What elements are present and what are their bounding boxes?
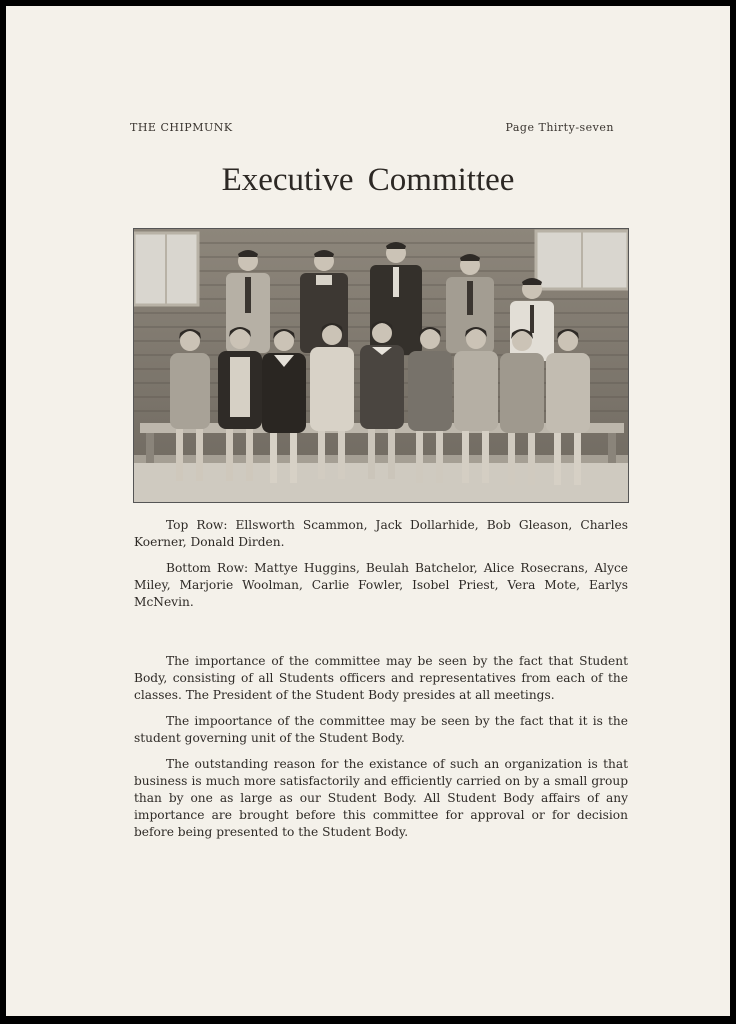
body-paragraph: The outstanding reason for the existance of such an organization is that business is much more satisfactorily and efficiently carried on by a small group than by one as large as our Student Body. All Student Body affairs of any importance are brought before this committee for approval or for decision before being presented to the Student Body.: [134, 757, 628, 839]
running-head: [130, 121, 614, 134]
body-text: [134, 653, 628, 850]
body-paragraph: The importance of the committee may be seen by the fact that Student Body, consisting of all Students officers and representatives from each of the classes. The President of the Student Body presides at all meetings.: [134, 654, 628, 702]
page-title: Executive Committee: [221, 162, 515, 198]
caption-bottom-row: Bottom Row: Mattye Huggins, Beulah Batchelor, Alice Rosecrans, Alyce Miley, Marjorie Woolman, Carlie Fowler, Isobel Priest, Vera Mote, Earlys McNevin.: [134, 561, 628, 609]
yearbook-page: [6, 6, 730, 1016]
page-number: Page Thirty-seven: [505, 121, 614, 134]
publication-name: THE CHIPMUNK: [130, 121, 233, 134]
photo-caption: [134, 517, 628, 620]
body-paragraph: The impoortance of the committee may be seen by the fact that it is the student governing unit of the Student Body.: [134, 714, 628, 745]
group-photo-illustration: [134, 229, 628, 502]
caption-top-row: Top Row: Ellsworth Scammon, Jack Dollarhide, Bob Gleason, Charles Koerner, Donald Dirden.: [134, 518, 628, 549]
group-photo: [133, 228, 629, 503]
